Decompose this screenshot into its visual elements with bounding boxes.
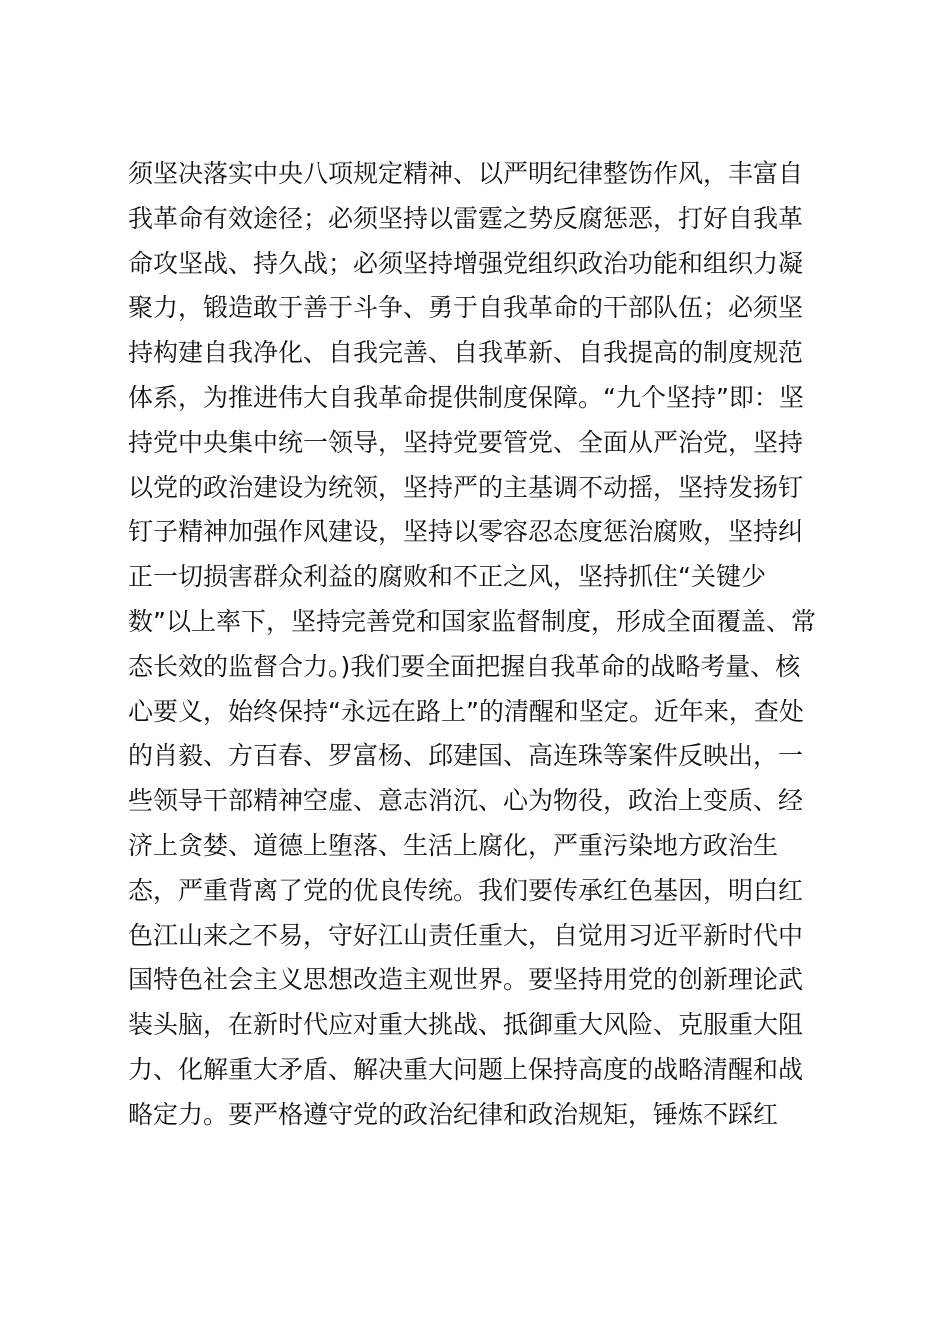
- text-line: 数”以上率下，坚持完善党和国家监督制度，形成全面覆盖、常: [128, 606, 816, 636]
- text-line: 济上贪婪、道德上堕落、生活上腐化，严重污染地方政治生: [128, 830, 779, 860]
- text-line: 持党中央集中统一领导，坚持党要管党、全面从严治党，坚持: [128, 427, 804, 457]
- text-line: 态长效的监督合力。)我们要全面把握自我革命的战略考量、核: [128, 651, 801, 681]
- text-line: 略定力。要严格遵守党的政治纪律和政治规矩，锤炼不踩红: [128, 1099, 779, 1129]
- text-line: 以党的政治建设为统领，坚持严的主基调不动摇，坚持发扬钉: [128, 472, 804, 502]
- text-line: 聚力，锻造敢于善于斗争、勇于自我革命的干部队伍；必须坚: [128, 293, 804, 323]
- text-line: 国特色社会主义思想改造主观世界。要坚持用党的创新理论武: [128, 965, 804, 995]
- text-line: 钉子精神加强作风建设，坚持以零容忍态度惩治腐败，坚持纠: [128, 517, 804, 547]
- text-line: 须坚决落实中央八项规定精神、以严明纪律整饬作风，丰富自: [128, 159, 804, 188]
- text-line: 正一切损害群众利益的腐败和不正之风，坚持抓住“关键少: [128, 562, 766, 592]
- text-line: 我革命有效途径；必须坚持以雷霆之势反腐惩恶，打好自我革: [128, 203, 804, 233]
- text-line: 态，严重背离了党的优良传统。我们要传承红色基因，明白红: [128, 875, 804, 905]
- text-line: 装头脑，在新时代应对重大挑战、抵御重大风险、克服重大阻: [128, 1010, 804, 1040]
- body-text: [128, 152, 828, 1138]
- text-line: 心要义，始终保持“永远在路上”的清醒和坚定。近年来，查处: [128, 696, 804, 726]
- text-line: 命攻坚战、持久战；必须坚持增强党组织政治功能和组织力凝: [128, 248, 804, 278]
- text-line: 体系，为推进伟大自我革命提供制度保障。“九个坚持”即：坚: [128, 382, 804, 412]
- text-line: 持构建自我净化、自我完善、自我革新、自我提高的制度规范: [128, 338, 804, 368]
- text-line: 些领导干部精神空虚、意志消沉、心为物役，政治上变质、经: [128, 786, 804, 816]
- text-line: 的肖毅、方百春、罗富杨、邱建国、高连珠等案件反映出，一: [128, 741, 804, 771]
- text-line: 力、化解重大矛盾、解决重大问题上保持高度的战略清醒和战: [128, 1054, 804, 1084]
- text-line: 色江山来之不易，守好江山责任重大，自觉用习近平新时代中: [128, 920, 804, 950]
